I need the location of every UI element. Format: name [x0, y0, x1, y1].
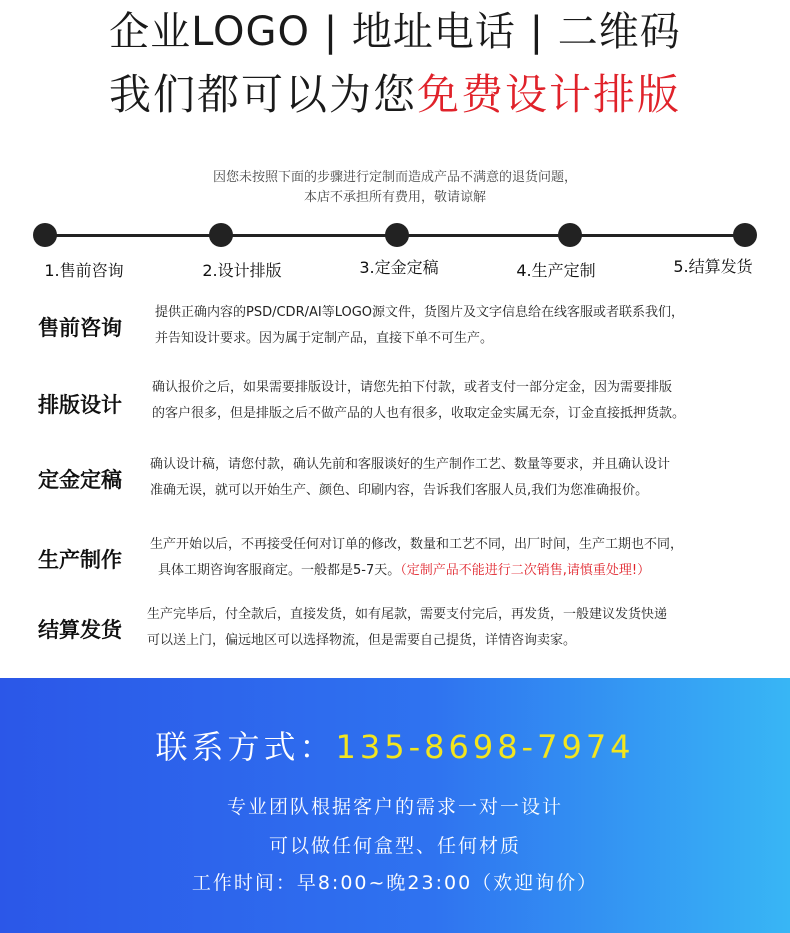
section-body: [150, 532, 770, 584]
disclaimer-notice: [0, 168, 790, 208]
section-title: 售前咨询: [38, 316, 122, 340]
step-dot-4: [558, 223, 582, 247]
section-line-1: 提供正确内容的PSD/CDR/AI等LOGO源文件，货图片及文字信息给在线客服或者联系我们，: [155, 305, 685, 320]
section-line-2: 的客户很多，但是排版之后不做产品的人也有很多，收取定金实属无奈，订金直接抵押货款。: [152, 406, 686, 421]
production-warning: （定制产品不能进行二次销售,请慎重处理!）: [400, 563, 651, 578]
hero-title: 企业LOGO | 地址电话 | 二维码: [109, 9, 681, 55]
section-line-1: 确认报价之后，如果需要排版设计，请您先拍下付款，或者支付一部分定金，因为需要排版: [152, 380, 673, 395]
notice-line-2: 本店不承担所有费用，敬请谅解: [303, 190, 486, 205]
notice-line-1: 因您未按照下面的步骤进行定制而造成产品不满意的退货问题，: [212, 170, 577, 185]
step-label-5: 5.结算发货: [673, 257, 753, 276]
section-title: 定金定稿: [38, 468, 122, 492]
section-settlement-shipping: [0, 602, 790, 662]
section-line-2-wrap: [150, 558, 770, 584]
section-line-1: 生产完毕后，付全款后，直接发货，如有尾款，需要支付完后，再发货，一般建议发货快递: [147, 607, 668, 622]
section-layout-design: [0, 375, 790, 435]
step-label-3: 3.定金定稿: [359, 258, 439, 277]
contact-hours: 工作时间：早8:00~晚23:00（欢迎询价）: [191, 872, 599, 894]
process-steps: [0, 220, 790, 290]
contact-phone: 135-8698-7974: [335, 728, 635, 766]
step-dot-1: [33, 223, 57, 247]
step-label-1: 1.售前咨询: [44, 261, 124, 280]
section-line-2: 可以送上门，偏远地区可以选择物流，但是需要自己提货，详情咨询卖家。: [147, 633, 577, 648]
section-line-1: 确认设计稿，请您付款，确认先前和客服谈好的生产制作工艺、数量等要求，并且确认设计: [150, 457, 671, 472]
hero-header: [0, 0, 790, 140]
section-presale: [0, 300, 790, 360]
step-label-2: 2.设计排版: [202, 261, 282, 280]
hero-subtitle-red: 免费设计排版: [417, 70, 682, 119]
hero-subtitle: [0, 66, 790, 124]
contact-line-1: 专业团队根据客户的需求一对一设计: [226, 796, 563, 818]
contact-label: 联系方式：: [155, 728, 336, 766]
section-title: 生产制作: [38, 548, 122, 572]
section-deposit-final: [0, 452, 790, 512]
step-dot-2: [209, 223, 233, 247]
section-body: [152, 375, 772, 427]
section-body: [150, 452, 770, 504]
contact-line-2: 可以做任何盒型、任何材质: [268, 835, 521, 857]
section-body: [147, 602, 767, 654]
section-line-1: 生产开始以后，不再接受任何对订单的修改，数量和工艺不同，出厂时间，生产工期也不同，: [150, 537, 684, 552]
section-line-2: 并告知设计要求。因为属于定制产品，直接下单不可生产。: [155, 331, 494, 346]
step-label-4: 4.生产定制: [516, 261, 596, 280]
hero-subtitle-dark: 我们都可以为您: [108, 70, 417, 119]
section-line-2: 准确无误，就可以开始生产、颜色、印刷内容，告诉我们客服人员,我们为您准确报价。: [150, 483, 649, 498]
section-title: 结算发货: [38, 618, 122, 642]
contact-banner: [0, 678, 790, 933]
step-dot-5: [733, 223, 757, 247]
step-dot-3: [385, 223, 409, 247]
section-title: 排版设计: [38, 393, 122, 417]
section-line-2: 具体工期咨询客服商定。一般都是5-7天。: [158, 563, 401, 578]
section-body: [155, 300, 775, 352]
section-production: [0, 532, 790, 592]
contact-title: [0, 722, 790, 768]
